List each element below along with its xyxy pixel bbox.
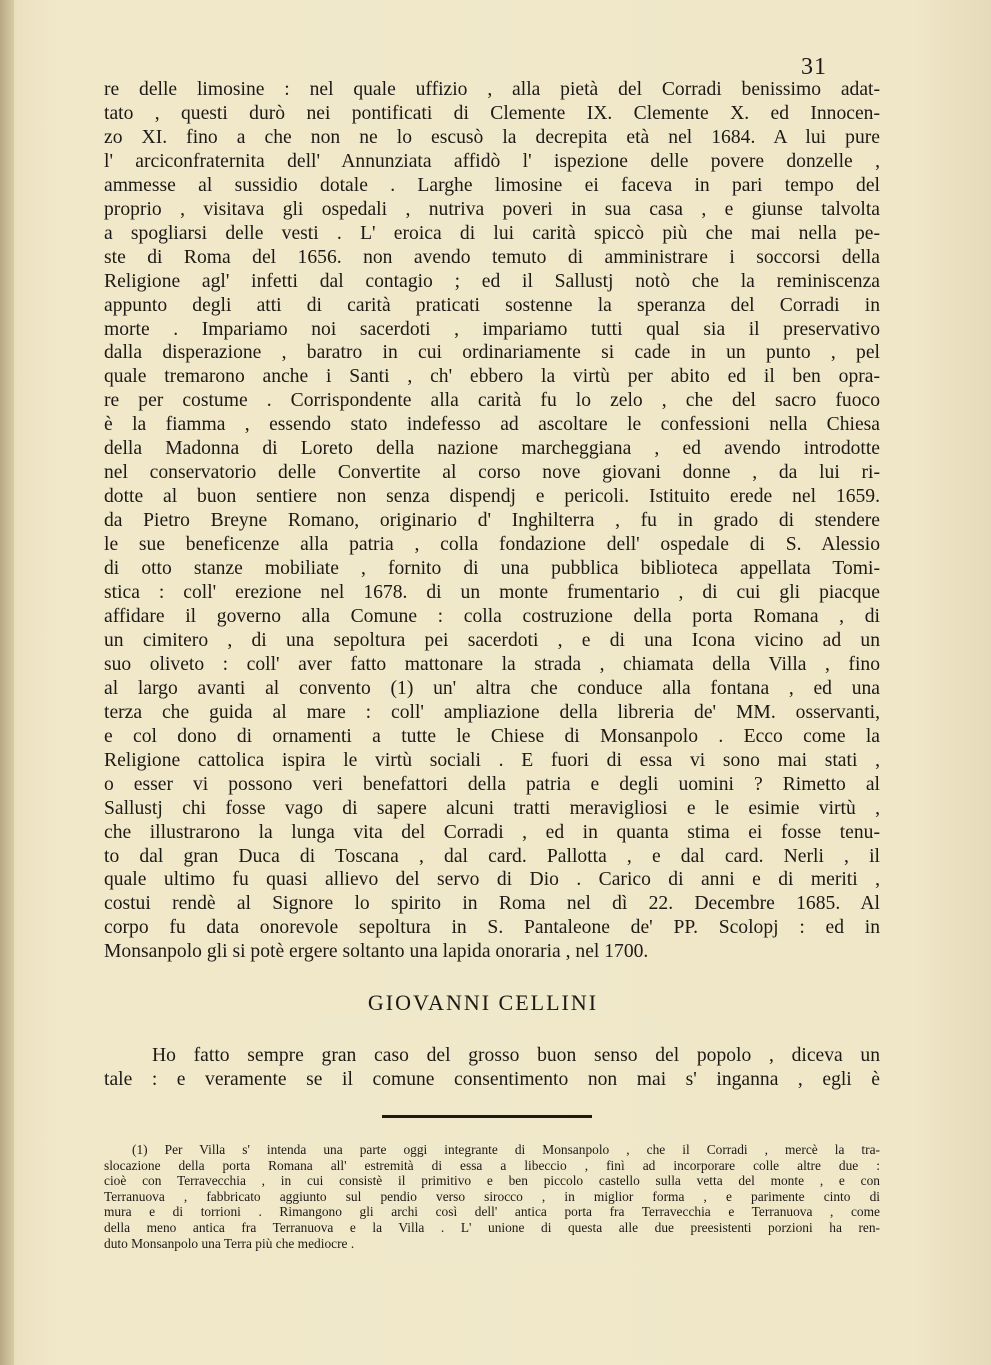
text-line: nel conservatorio delle Convertite al corso nove giovani donne , da lui ri- [104,462,880,484]
text-line: affidare il governo alla Comune : colla costruzione della porta Romana , di [104,605,880,627]
text-line: to dal gran Duca di Toscana , dal card. Pallotta , e dal card. Nerli , il [104,845,880,867]
text-line: Sallustj chi fosse vago di sapere alcuni tratti meravigliosi e le esimie virtù , [104,797,880,819]
text-line: ammesse al sussidio dotale . Larghe limosine ei faceva in pari tempo del [104,174,880,196]
text-line: è la fiamma , essendo stato indefesso ad ascoltare le confessioni nella Chiesa [104,414,880,436]
footnote-line: mura e di torrioni . Rimangono gli archi così dell' antica porta fra Terravecchia e Terranuova , come [104,1204,880,1220]
text-line: Religione cattolica ispira le virtù sociali . E fuori di essa vi sono mai stati , [104,749,880,771]
text-line: costui rendè al Signore lo spirito in Roma nel dì 22. Decembre 1685. Al [104,893,880,915]
text-line: Religione agl' infetti dal contagio ; ed il Sallustj notò che la reminiscenza [104,270,880,292]
text-line: di otto stanze mobiliate , fornito di una pubblica biblioteca appellata Tomi- [104,558,880,580]
text-line: tale : e veramente se il comune consentimento non mai s' inganna , egli è [104,1069,880,1090]
text-line: che illustrarono la lunga vita del Corradi , ed in quanta stima ei fosse tenu- [104,821,880,843]
text-line: re delle limosine : nel quale uffizio , alla pietà del Corradi benissimo adat- [104,79,880,100]
section-title: GIOVANNI CELLINI [367,990,599,1015]
footnote-line: della meno antica fra Terranuova e la Villa . L' unione di questa alle due preesistenti porzioni ha ren- [104,1219,880,1235]
text-line: morte . Impariamo noi sacerdoti , impariamo tutti qual sia il preservativo [104,318,880,340]
text-line: della Madonna di Loreto della nazione marcheggiana , ed avendo introdotte [104,438,880,460]
text-line: Ho fatto sempre gran caso del grosso buon senso del popolo , diceva un [152,1045,880,1066]
footnote-line: slocazione della porta Romana all' estremità di essa a libeccio , finì ad incorporare colle altre due : [104,1157,880,1173]
footnote [104,1142,880,1251]
footnote-line: duto Monsanpolo una Terra più che mediocre . [104,1235,355,1251]
text-line: ste di Roma del 1656. non avendo temuto di amministrare i soccorsi della [104,246,880,268]
text-line: stica : coll' erezione nel 1678. di un monte frumentario , di cui gli piacque [104,582,880,604]
text-line: l' arciconfraternita dell' Annunziata affidò l' ispezione delle povere donzelle , [104,150,880,172]
footnote-divider [382,1115,592,1118]
text-line: suo oliveto : coll' aver fatto mattonare la strada , chiamata della Villa , fino [104,653,880,675]
text-line: le sue beneficenze alla patria , colla fondazione dell' ospedale di S. Alessio [104,534,880,556]
footnote-line: (1) Per Villa s' intenda una parte oggi integrante di Monsanpolo , che il Corradi , mercè la tra- [132,1142,880,1157]
text-line: o esser vi possono veri benefattori della patria e degli uomini ? Rimetto al [104,773,880,795]
text-line: un cimitero , di una sepoltura pei sacerdoti , e di una Icona vicino ad un [104,629,880,651]
text-line: tato , questi durò nei pontificati di Clemente IX. Clemente X. ed Innocen- [104,102,880,124]
page-edge [0,0,14,1365]
text-line: a spogliarsi delle vesti . L' eroica di lui carità spiccò più che mai nella pe- [104,222,880,244]
footnote-line: Terranuova , fabbricato aggiunto sul pendio verso sirocco , in miglior forma , e parimente cinto di [104,1188,880,1204]
text-line: quale tremarono anche i Santi , ch' ebbero la virtù per abito ed il ben opra- [104,366,880,388]
text-line: terza che guida al mare : coll' ampliazione della libreria de' MM. osservanti, [104,701,880,723]
text-line: dalla disperazione , baratro in cui ordinariamente si cade in un punto , pel [104,342,880,364]
text-line: Monsanpolo gli si potè ergere soltanto una lapida onoraria , nel 1700. [104,941,649,963]
text-line: da Pietro Breyne Romano, originario d' Inghilterra , fu in grado di stendere [104,510,880,532]
text-line: quale ultimo fu quasi allievo del servo di Dio . Carico di anni e di meriti , [104,869,880,891]
main-text [104,78,880,964]
section-text [104,1044,880,1092]
text-line: e col dono di ornamenti a tutte le Chiese di Monsanpolo . Ecco come la [104,725,880,747]
text-line: zo XI. fino a che non ne lo escusò la decrepita età nel 1684. A lui pure [104,126,880,148]
text-line: proprio , visitava gli ospedali , nutriva poveri in sua casa , e giunse talvolta [104,198,880,220]
page-number: 31 [801,54,827,80]
text-line: al largo avanti al convento (1) un' altra che conduce alla fontana , ed una [104,677,880,699]
text-line: corpo fu data onorevole sepoltura in S. Pantaleone de' PP. Scolopj : ed in [104,917,880,939]
text-line: appunto degli atti di carità praticati sostenne la speranza del Corradi in [104,294,880,316]
footnote-line: cioè con Terravecchia , in cui consistè il primitivo e ben piccolo castello sulla vetta del monte , e con [104,1173,880,1189]
text-line: re per costume . Corrispondente alla carità fu lo zelo , che del sacro fuoco [104,390,880,412]
text-line: dotte al buon sentiere non senza dispendj e pericoli. Istituito erede nel 1659. [104,486,880,508]
